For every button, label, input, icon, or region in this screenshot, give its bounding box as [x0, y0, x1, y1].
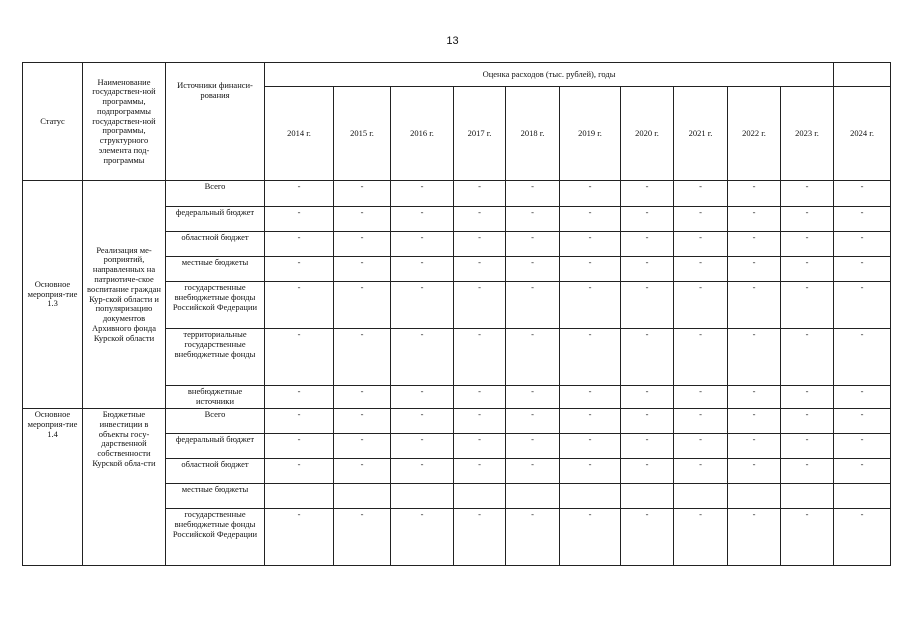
value-cell: -: [621, 386, 674, 409]
value-cell: -: [674, 232, 728, 257]
year-header: 2023 г.: [781, 87, 834, 181]
value-cell: -: [265, 181, 334, 207]
value-cell: -: [674, 434, 728, 459]
value-cell: -: [560, 386, 621, 409]
value-cell: [781, 484, 834, 509]
value-cell: -: [621, 232, 674, 257]
source-cell: государственные внебюджетные фонды Российской Федерации: [166, 282, 265, 329]
value-cell: -: [834, 434, 891, 459]
element-name-cell: Бюджетные инвестиции в объекты госу-дарственной собственности Курской обла-сти: [83, 409, 166, 566]
budget-table: [22, 62, 891, 566]
value-cell: -: [560, 459, 621, 484]
year-header: 2016 г.: [391, 87, 454, 181]
value-cell: -: [728, 409, 781, 434]
value-cell: -: [560, 409, 621, 434]
value-cell: -: [454, 207, 506, 232]
source-cell: областной бюджет: [166, 232, 265, 257]
value-cell: -: [265, 434, 334, 459]
value-cell: -: [781, 434, 834, 459]
value-cell: -: [781, 232, 834, 257]
value-cell: -: [454, 257, 506, 282]
year-header: 2014 г.: [265, 87, 334, 181]
header-sources: Источники финанси-рования: [166, 63, 265, 181]
value-cell: -: [560, 232, 621, 257]
value-cell: -: [506, 434, 560, 459]
value-cell: -: [334, 232, 391, 257]
value-cell: -: [265, 207, 334, 232]
value-cell: -: [674, 409, 728, 434]
value-cell: [621, 484, 674, 509]
value-cell: -: [454, 434, 506, 459]
value-cell: -: [265, 282, 334, 329]
value-cell: -: [674, 509, 728, 566]
value-cell: -: [560, 509, 621, 566]
value-cell: -: [834, 386, 891, 409]
value-cell: -: [454, 459, 506, 484]
value-cell: -: [781, 329, 834, 386]
value-cell: -: [560, 257, 621, 282]
value-cell: -: [265, 409, 334, 434]
value-cell: -: [334, 509, 391, 566]
value-cell: -: [506, 232, 560, 257]
value-cell: -: [621, 459, 674, 484]
table-row: [23, 409, 891, 434]
year-header: 2021 г.: [674, 87, 728, 181]
value-cell: -: [834, 232, 891, 257]
value-cell: [834, 484, 891, 509]
value-cell: -: [391, 386, 454, 409]
source-cell: местные бюджеты: [166, 484, 265, 509]
table-header: [23, 63, 891, 181]
header-status: Статус: [23, 63, 83, 181]
source-cell: Всего: [166, 181, 265, 207]
value-cell: -: [834, 257, 891, 282]
value-cell: -: [560, 181, 621, 207]
value-cell: -: [621, 181, 674, 207]
value-cell: -: [506, 181, 560, 207]
value-cell: -: [454, 386, 506, 409]
value-cell: -: [265, 386, 334, 409]
value-cell: -: [674, 282, 728, 329]
value-cell: -: [728, 257, 781, 282]
value-cell: -: [621, 509, 674, 566]
value-cell: -: [728, 232, 781, 257]
status-cell: Основное мероприя-тие 1.4: [23, 409, 83, 566]
value-cell: -: [506, 509, 560, 566]
value-cell: -: [781, 459, 834, 484]
source-cell: внебюджетные источники: [166, 386, 265, 409]
value-cell: -: [621, 329, 674, 386]
value-cell: -: [781, 181, 834, 207]
source-cell: федеральный бюджет: [166, 207, 265, 232]
value-cell: [674, 484, 728, 509]
value-cell: -: [391, 257, 454, 282]
value-cell: -: [834, 282, 891, 329]
source-cell: федеральный бюджет: [166, 434, 265, 459]
value-cell: -: [506, 459, 560, 484]
value-cell: -: [391, 282, 454, 329]
value-cell: -: [334, 257, 391, 282]
value-cell: -: [560, 434, 621, 459]
table-body: [23, 181, 891, 566]
year-header: 2022 г.: [728, 87, 781, 181]
value-cell: -: [391, 459, 454, 484]
value-cell: -: [391, 434, 454, 459]
value-cell: -: [834, 409, 891, 434]
value-cell: -: [781, 409, 834, 434]
year-header: 2020 г.: [621, 87, 674, 181]
source-cell: Всего: [166, 409, 265, 434]
value-cell: [391, 484, 454, 509]
value-cell: -: [621, 207, 674, 232]
value-cell: -: [728, 434, 781, 459]
value-cell: -: [728, 386, 781, 409]
value-cell: -: [454, 509, 506, 566]
value-cell: -: [728, 459, 781, 484]
value-cell: -: [834, 509, 891, 566]
source-cell: территориальные государственные внебюджетные фонды: [166, 329, 265, 386]
value-cell: [506, 484, 560, 509]
value-cell: -: [334, 434, 391, 459]
value-cell: -: [454, 329, 506, 386]
header-expenses: Оценка расходов (тыс. рублей), годы: [265, 63, 834, 87]
value-cell: -: [674, 459, 728, 484]
value-cell: -: [391, 232, 454, 257]
value-cell: -: [391, 181, 454, 207]
status-cell: Основное мероприя-тие 1.3: [23, 181, 83, 409]
value-cell: -: [454, 409, 506, 434]
value-cell: -: [674, 257, 728, 282]
header-name: Наименование государствен-ной программы, подпрограммы государствен-ной программы, структурного элемента под-программы: [83, 63, 166, 181]
value-cell: -: [621, 257, 674, 282]
value-cell: -: [265, 329, 334, 386]
value-cell: -: [506, 282, 560, 329]
value-cell: [454, 484, 506, 509]
value-cell: -: [506, 329, 560, 386]
value-cell: -: [265, 257, 334, 282]
value-cell: -: [834, 181, 891, 207]
value-cell: -: [834, 459, 891, 484]
header-blank-cell: [834, 63, 891, 87]
value-cell: -: [334, 282, 391, 329]
value-cell: -: [391, 207, 454, 232]
value-cell: -: [728, 282, 781, 329]
year-header: 2024 г.: [834, 87, 891, 181]
value-cell: -: [334, 207, 391, 232]
value-cell: -: [265, 232, 334, 257]
value-cell: -: [674, 207, 728, 232]
value-cell: -: [621, 282, 674, 329]
year-header: 2019 г.: [560, 87, 621, 181]
value-cell: -: [781, 509, 834, 566]
value-cell: -: [454, 232, 506, 257]
value-cell: -: [560, 207, 621, 232]
value-cell: -: [334, 409, 391, 434]
value-cell: -: [506, 257, 560, 282]
value-cell: -: [265, 459, 334, 484]
value-cell: [334, 484, 391, 509]
value-cell: -: [781, 386, 834, 409]
value-cell: [728, 484, 781, 509]
value-cell: -: [506, 409, 560, 434]
value-cell: -: [728, 207, 781, 232]
value-cell: -: [674, 386, 728, 409]
year-header: 2015 г.: [334, 87, 391, 181]
year-header: 2017 г.: [454, 87, 506, 181]
value-cell: -: [334, 386, 391, 409]
value-cell: -: [454, 181, 506, 207]
value-cell: [560, 484, 621, 509]
value-cell: -: [334, 459, 391, 484]
value-cell: -: [391, 409, 454, 434]
element-name-cell: Реализация ме-роприятий, направленных на патриотиче-ское воспитание граждан Кур-ской области и популяризацию документов Архивного фонда Курской области: [83, 181, 166, 409]
source-cell: местные бюджеты: [166, 257, 265, 282]
value-cell: -: [621, 409, 674, 434]
value-cell: -: [834, 207, 891, 232]
value-cell: -: [560, 329, 621, 386]
source-cell: государственные внебюджетные фонды Российской Федерации: [166, 509, 265, 566]
value-cell: -: [265, 509, 334, 566]
table-row: [23, 181, 891, 207]
value-cell: -: [391, 329, 454, 386]
value-cell: -: [834, 329, 891, 386]
value-cell: -: [506, 386, 560, 409]
value-cell: -: [506, 207, 560, 232]
value-cell: -: [728, 509, 781, 566]
value-cell: -: [728, 329, 781, 386]
value-cell: -: [781, 207, 834, 232]
value-cell: -: [621, 434, 674, 459]
value-cell: -: [781, 282, 834, 329]
value-cell: -: [454, 282, 506, 329]
source-cell: областной бюджет: [166, 459, 265, 484]
value-cell: -: [781, 257, 834, 282]
value-cell: -: [728, 181, 781, 207]
value-cell: [265, 484, 334, 509]
value-cell: -: [674, 181, 728, 207]
page-number: 13: [446, 35, 459, 47]
value-cell: -: [334, 181, 391, 207]
value-cell: -: [334, 329, 391, 386]
value-cell: -: [674, 329, 728, 386]
year-header: 2018 г.: [506, 87, 560, 181]
value-cell: -: [560, 282, 621, 329]
value-cell: -: [391, 509, 454, 566]
